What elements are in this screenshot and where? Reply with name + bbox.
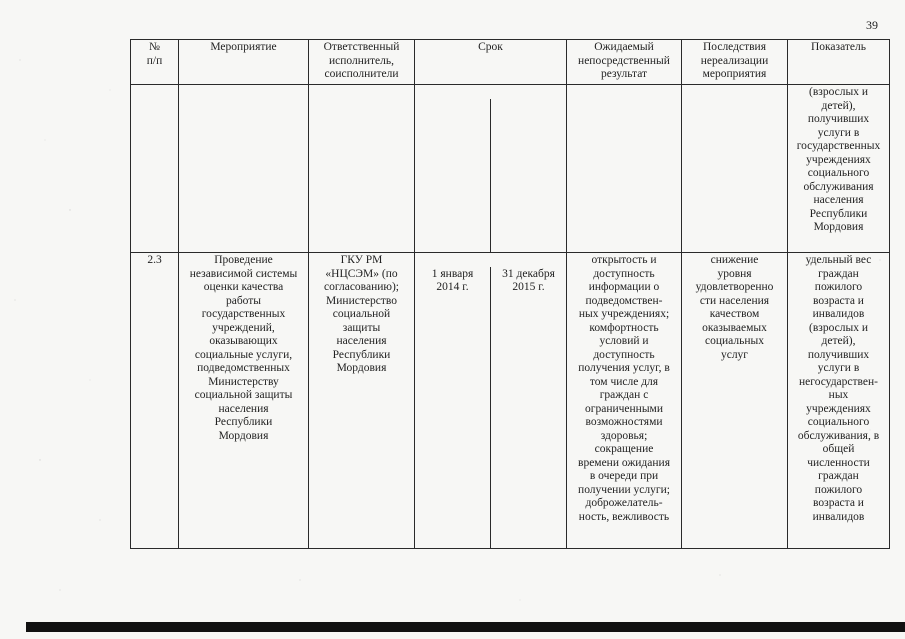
header-indicator: Показатель [788, 40, 890, 85]
row-term [415, 253, 567, 549]
cont-responsible [309, 85, 415, 253]
header-row [131, 40, 890, 85]
header-result: Ожидаемый непосредственный результат [567, 40, 682, 85]
page-number: 39 [866, 18, 878, 32]
table-row [131, 253, 890, 549]
row-num: 2.3 [131, 253, 179, 549]
scan-edge-bar [26, 622, 905, 632]
row-indicator: удельный вес граждан пожилого возраста и инвалидов (взрослых и детей), получивших услуги в негосударствен- ных учреждениях социального обслуживания, в общей численности граждан пожилого возраста и инвалидов [788, 253, 890, 549]
measures-table [130, 39, 890, 549]
row-responsible: ГКУ РМ «НЦСЭМ» (по согласованию); Министерство социальной защиты населения Республики Мордовия [309, 253, 415, 549]
row-consequences: снижение уровня удовлетворенно сти населения качеством оказываемых социальных услуг [682, 253, 788, 549]
header-term: Срок [415, 40, 567, 85]
cont-num [131, 85, 179, 253]
cont-result [567, 85, 682, 253]
header-responsible: Ответственный исполнитель, соисполнители [309, 40, 415, 85]
cont-term [415, 85, 567, 253]
header-consequences: Последствия нереализации мероприятия [682, 40, 788, 85]
cont-consequences [682, 85, 788, 253]
row-event: Проведение независимой системы оценки качества работы государственных учреждений, оказывающих социальные услуги, подведомственных Министерству социальной защиты населения Республики Мордовия [179, 253, 309, 549]
continuation-row [131, 85, 890, 253]
cont-term-start [415, 99, 490, 253]
cont-indicator: (взрослых и детей), получивших услуги в государственных учреждениях социального обслуживания населения Республики Мордовия [788, 85, 890, 253]
row-term-end: 31 декабря 2015 г. [490, 267, 566, 549]
cont-event [179, 85, 309, 253]
header-event: Мероприятие [179, 40, 309, 85]
row-term-start: 1 января 2014 г. [431, 267, 474, 293]
header-num: № п/п [131, 40, 179, 85]
cont-term-end [490, 99, 566, 253]
row-result: открытость и доступность информации о подведомствен- ных учреждениях; комфортность условий и доступность получения услуг, в том числе для граждан с ограниченными возможностями здоровья; сокращение времени ожидания в очереди при получении услуги; доброжелатель- ность, вежливость [567, 253, 682, 549]
